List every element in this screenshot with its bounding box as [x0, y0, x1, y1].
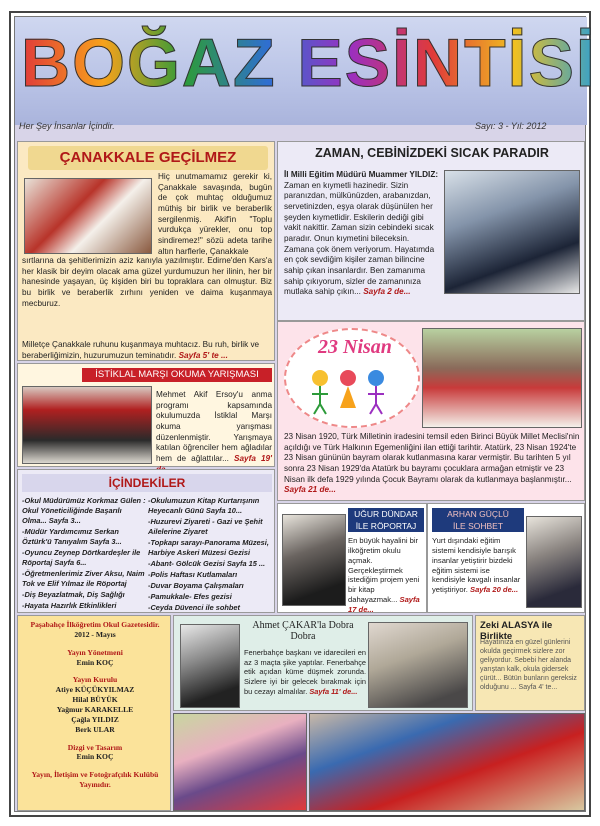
ugur-text: [348, 536, 426, 615]
canakkale-text-right: Hiç unutmamamız gerekir ki, Çanakkale savaşında, bugün de çok muhtaç olduğumuz müthiş bir birlik ve beraberlik sergilenmiş. Akif'in "Toplu vurdukça yürekler, onu top sindiremez!" sözü adeta tarihe altın harflerle, Çanakkale: [158, 172, 272, 256]
contents-item[interactable]: -Oyuncu Zeynep Dörtkardeşler ile Röportaj Sayfa 6...: [22, 547, 141, 567]
ugur-more-link[interactable]: Sayfa 17 de...: [348, 595, 420, 615]
contents-item[interactable]: -Diş Beyazlatmak, Diş Sağlığı: [22, 589, 125, 599]
board-member: Yağmur KARAKELLE: [56, 705, 134, 715]
canakkale-text-end: Milletçe Çanakkale ruhunu kuşanmaya muhtacız. Bu ruh, birlik ve beraberliğimizin, huzurumuzun teminatıdır.: [22, 340, 260, 360]
contents-item[interactable]: -Ceyda Düvenci ile sohbet: [148, 602, 240, 612]
contents-item[interactable]: -Müdür Yardımcımız Serkan Öztürk'ü Tanıyalım Sayfa 3...: [22, 526, 122, 546]
ahmet-text: [244, 648, 366, 696]
nisan-more-link[interactable]: Sayfa 21 de...: [284, 485, 336, 495]
contents-item[interactable]: -Pamukkale- Efes gezisi: [148, 591, 232, 601]
canakkale-title: ÇANAKKALE GEÇİLMEZ: [28, 146, 268, 170]
board-member: Çağla YILDIZ: [71, 714, 119, 724]
children-drawing-icon: [300, 368, 396, 416]
club-name: Yayın, İletişim ve Fotoğrafçılık Kulübü Yayınıdır.: [31, 770, 159, 790]
contents-item[interactable]: -Huzurevi Ziyareti - Gazi ve Şehit Ailelerine Ziyaret: [148, 516, 263, 536]
masthead: [15, 17, 597, 125]
ugur-dundar-title: [348, 508, 424, 532]
contents-left-column: [22, 496, 146, 612]
zaman-article: [277, 141, 585, 321]
board-label: Yayın Kurulu: [72, 675, 118, 685]
contents-item[interactable]: -Öğretmenlerimiz Ziver Aksu, Naim Tok ve Elif Yılmaz ile Röportaj: [22, 568, 145, 588]
nisan-celebration-photo: [422, 328, 582, 428]
credits-text: [20, 620, 170, 790]
ugur-body: En büyük hayalini bir ilköğretim okulu açmak. Gerçekleştirmek istediğim projem yeni bir kitap dahayazmak...: [348, 536, 420, 605]
arhan-more-link[interactable]: Sayfa 20 de...: [470, 585, 519, 595]
contents-right-column: [148, 496, 272, 614]
board-member: Hilal BÜYÜK: [72, 695, 118, 705]
ahmet-cakar-interview: [173, 615, 473, 711]
istiklal-title: İSTİKLAL MARŞI OKUMA YARIŞMASI: [82, 368, 272, 382]
children-face-paint-photo: [309, 713, 585, 811]
ugur-dundar-photo: [282, 514, 346, 606]
arhan-body: Yurt dışındaki eğitim sistemi kendisiyle barışık insanlar yetiştirir bizdeki eğitim sistemi ise kendisiyle kavgalı insanlar yetiştiriyor.: [432, 536, 521, 595]
contents-title: İÇİNDEKİLER: [22, 474, 272, 492]
contents-item[interactable]: -Polis Haftası Kutlamaları: [148, 569, 238, 579]
contents-item[interactable]: -Okulumuzun Kitap Kurtarışının Heyecanlı Günü Sayfa 10...: [148, 496, 260, 515]
zeki-alasya-article: [475, 615, 585, 711]
istiklal-text: [156, 390, 272, 475]
contents-item[interactable]: -Topkapı sarayı-Panorama Müzesi, Harbiye Askeri Müzesi Gezisi: [148, 537, 269, 557]
contents-item[interactable]: -Hayata Hazırlık Etkinlikleri: [22, 600, 117, 610]
istiklal-article: [17, 363, 275, 467]
canakkale-photo: [24, 178, 152, 254]
istiklal-body: Mehmet Akif Ersoy'u anma programı kapsamında okulumuzda İstiklal Marşı okuma yarışması düzenlenmiştir. Yarışmaya katılan öğrenciler hem ağladılar hem de ağlattılar...: [156, 390, 272, 463]
face-paint-photo: [173, 713, 307, 811]
arhan-guclu-title: [432, 508, 524, 532]
canakkale-article: [17, 141, 275, 361]
contents-panel: [17, 469, 275, 613]
nisan-body: 23 Nisan 1920, Türk Milletinin iradesini temsil eden Birinci Büyük Millet Meclisi'nin açıldığı ve Türk Halkının Egemenliğini ilan ettiği tarihtir. Atatürk, 23 Nisan 1924'te 23 Nisan gününün bayram olarak kutlanmasına karar vermiştir. Bu tarihten 5 yıl sonra 23 Nisan 1929'da Atatürk bu bayramı çocuklara armağan etmiştir ve 23 Nisan ilk defa 1929 yılında Çocuk Bayramı olarak da kutlanmaya başlanmıştır...: [284, 432, 580, 484]
nisan-logo-text: 23 Nisan: [318, 336, 392, 358]
zeki-alasya-title: Zeki ALASYA ile Birlikte: [480, 620, 553, 642]
zaman-more-link[interactable]: Sayfa 2 de...: [363, 287, 411, 297]
design-name: Emin KOÇ: [76, 752, 114, 762]
ugur-dundar-interview: [277, 503, 427, 613]
ahmet-body: Fenerbahçe başkanı ve idarecileri en az 3 maçta şike yaptılar. Fenerbahçe etik açıdan küme düşmek zorunda. Sizlere iyi bir gelecek bırakmak için bu cezayı almalılar.: [244, 648, 366, 696]
ahmet-cakar-portrait: [368, 622, 468, 708]
credits-board-block: [20, 675, 170, 734]
canakkale-more-link[interactable]: Sayfa 5' te ...: [178, 350, 228, 360]
arhan-guclu-photo: [526, 516, 582, 608]
board-member: Berk ULAR: [75, 724, 115, 734]
canakkale-text-2: [22, 340, 272, 361]
newspaper-page: [14, 16, 597, 812]
nisan-article: [277, 321, 585, 501]
credits-design-block: [20, 743, 170, 763]
credits-management-block: [20, 648, 170, 668]
board-member: Atiye KÜÇÜKYILMAZ: [55, 685, 135, 695]
masthead-title: BOĞAZ ESİNTİSİ: [21, 25, 597, 101]
issue-date: 2012 - Mayıs: [74, 629, 116, 639]
ahmet-cakar-title: Ahmet ÇAKAR'la Dobra Dobra: [252, 620, 354, 642]
director-photo: [444, 170, 580, 294]
issue-number: Sayı: 3 - Yıl: 2012: [475, 121, 547, 131]
istiklal-more-link[interactable]: Sayfa 19': [234, 453, 273, 463]
masthead-slogan: Her Şey İnsanlar İçindir.: [19, 121, 115, 131]
ugur-title-line2: İLE RÖPORTAJ: [355, 521, 417, 531]
zeki-text: Hayatınıza en güzel günlerini okulda geçirmek sizlere zor geliyordur. Sebebi her alanda yarıştan kalk, okula gidersek çürüt... Bütün bunların gereksiz olduğunu ... Sayfa 4' te...: [480, 639, 577, 692]
credits-school-block: [20, 620, 170, 640]
zaman-text: [284, 170, 440, 298]
nisan-text: [284, 432, 580, 496]
design-label: Dizgi ve Tasarım: [67, 742, 123, 752]
contents-item[interactable]: -Abant- Gölcük Gezisi Sayfa 15 ...: [148, 558, 266, 568]
management-name: Emin KOÇ: [76, 657, 114, 667]
zaman-title: ZAMAN, CEBİNİZDEKİ SICAK PARADIR: [315, 146, 549, 160]
arhan-title-line1: ARHAN GÜÇLÜ: [447, 509, 509, 519]
contents-item[interactable]: -Duvar Boyama Çalışmaları: [148, 580, 244, 590]
zaman-body: Zaman en kıymetli hazinedir. Sizin paranızdan, mülkünüzden, arabanızdan, servetinizden, eşya olarak düşünülen her şeyden kıymetlidir. Eskilerin dediği gibi vakit nakittir. Zaman sizin cebindeki sıcak paradır. Onun kıymetini bileceksin. Zamana çok önem veriyorum. Hayatımda en çok sevdiğim kişiler zaman bilincine sahip çıkan insanlardır. Ben zamanıma sahip çıkıyorum, sizler de zamanınıza mutlaka sahip çıkın...: [284, 180, 435, 297]
arhan-title-line2: İLE SOHBET: [452, 521, 504, 531]
ugur-title-line1: UĞUR DÜNDAR: [354, 509, 418, 519]
zaman-author: İl Milli Eğitim Müdürü Muammer YILDIZ:: [284, 170, 439, 179]
arhan-text: [432, 536, 524, 595]
masthead-credits: [17, 615, 171, 811]
contents-item[interactable]: -Okul Müdürümüz Korkmaz Gülen : Okul Yöneticiliğinde Başarılı Olma... Sayfa 3...: [22, 496, 146, 525]
ahmet-cakar-photo: [180, 624, 240, 708]
canakkale-text: sırtlarına da şehitlerimizin aziz kanıyla yazılmıştır. Edirne'den Kars'a her klasik bir deyim olacak ama güzel yurdumuzun her ilinin, her bir hanesinde yaşayan, üç kişiden biri bu topraklara can olmuştur. Biz bu birlik ve beraberlik zırhını yeniden ve daima kuşanmaya mecburuz.: [22, 256, 272, 308]
arhan-guclu-interview: [427, 503, 585, 613]
management-label: Yayın Yönetmeni: [67, 647, 123, 657]
school-name: Paşabahçe İlköğretim Okul Gazetesidir.: [30, 620, 160, 629]
students-photo: [22, 386, 152, 464]
ahmet-more-link[interactable]: Sayfa 11' de...: [309, 686, 358, 696]
